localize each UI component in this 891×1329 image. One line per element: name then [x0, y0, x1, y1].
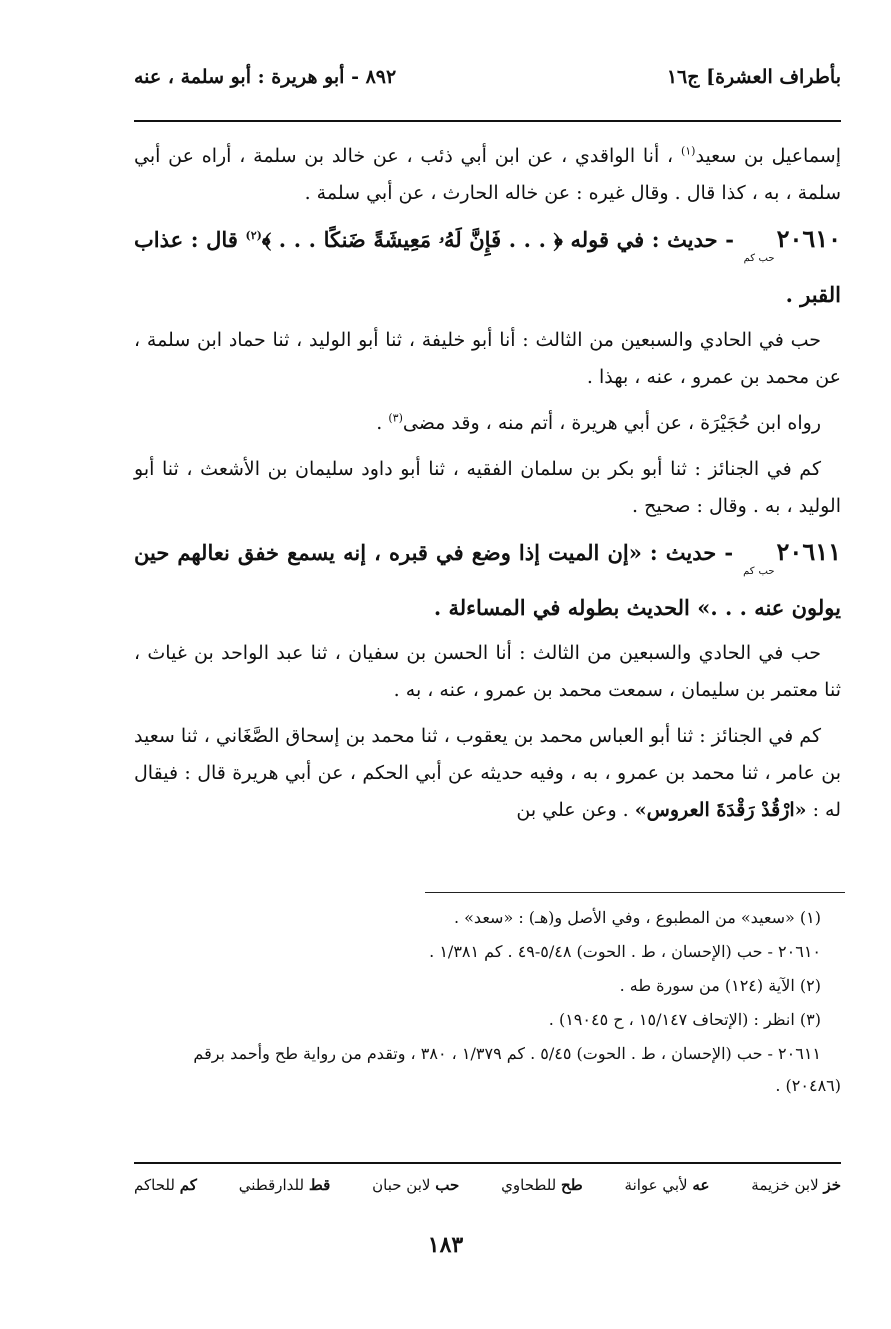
footnote-marker: (١)	[680, 144, 696, 158]
hadith-text: - حديث : في قوله ﴿ . . . فَإِنَّ لَهُۥ مَعِيشَةً ضَنكًا . . . ﴾	[261, 227, 734, 252]
legend-item	[372, 1176, 459, 1194]
hadith-entry	[134, 534, 841, 626]
abbreviation-legend	[134, 1176, 841, 1194]
paragraph-text: إسماعيل بن سعيد	[695, 145, 841, 167]
paragraph: حب في الحادي والسبعين من الثالث : أنا أبو خليفة ، ثنا أبو الوليد ، ثنا حماد ابن سلمة ، عن محمد بن عمرو ، عنه ، بهذا .	[134, 329, 841, 388]
main-text	[134, 138, 841, 838]
legend-item	[134, 1176, 197, 1194]
legend-abbr: حب	[435, 1176, 460, 1194]
legend-label: لأبي عوانة	[624, 1176, 688, 1194]
header-book-title: بأطراف العشرة] ج١٦	[666, 66, 841, 88]
legend-label: للطحاوي	[501, 1176, 557, 1194]
paragraph-text: ، أنا الواقدي ، عن ابن أبي ذئب ، عن خالد بن سلمة ، أراه عن أبي سلمة ، به ، كذا قال . وقال غيره : عن خاله الحارث ، عن أبي سلمة .	[134, 145, 841, 204]
hadith-sigla: حب كم	[743, 253, 775, 264]
hadith-text: - حديث : «إن الميت إذا وضع في قبره ، إنه يسمع خفق نعالهم حين يولون عنه . . .» الحديث بطوله في المساءلة .	[134, 540, 841, 620]
paragraph: حب في الحادي والسبعين من الثالث : أنا الحسن بن سفيان ، ثنا عبد الواحد بن غياث ، ثنا معتمر بن سليمان ، سمعت محمد بن عمرو ، عنه ، به .	[134, 642, 841, 701]
hadith-text: قال : عذاب القبر .	[134, 227, 841, 307]
legend-item	[751, 1176, 841, 1194]
legend-abbr: طح	[561, 1176, 583, 1194]
legend-label: للدارقطني	[238, 1176, 305, 1194]
paragraph	[134, 718, 841, 829]
footnote: (٣) انظر : (الإتحاف ١٥/١٤٧ ، ح ١٩٠٤٥) .	[548, 1010, 821, 1029]
legend-label: لابن خزيمة	[751, 1176, 819, 1194]
paragraph-text: رواه ابن حُجَيْرَة ، عن أبي هريرة ، أتم منه ، وقد مضى	[402, 412, 821, 434]
footnotes	[134, 902, 841, 1104]
quoted-text: «ارْقُدْ رَقْدَةَ العروس»	[634, 799, 807, 821]
hadith-entry	[134, 221, 841, 313]
footnote: ٢٠٦١١ - حب (الإحسان ، ط . الحوت) ٥/٤٥ . كم ١/٣٧٩ ، ٣٨٠ ، وتقدم من رواية طح وأحمد برقم (٢٠٤٨٦) .	[193, 1044, 841, 1095]
running-header	[134, 66, 841, 88]
legend-rule	[134, 1162, 841, 1164]
hadith-number: ٢٠٦١١	[776, 537, 841, 566]
paragraph: كم في الجنائز : ثنا أبو بكر بن سلمان الفقيه ، ثنا أبو داود سليمان بن الأشعث ، ثنا أبو الوليد ، به . وقال : صحيح .	[134, 458, 841, 517]
legend-abbr: قط	[308, 1176, 331, 1194]
legend-abbr: خز	[823, 1176, 841, 1194]
legend-item	[501, 1176, 582, 1194]
footnote-separator	[425, 892, 845, 893]
legend-label: للحاكم	[134, 1176, 175, 1194]
paragraph-text: .	[376, 412, 383, 434]
footnote: (١) «سعيد» من المطبوع ، وفي الأصل و(هـ) : «سعد» .	[453, 908, 821, 927]
paragraph-text: . وعن علي بن	[516, 799, 629, 821]
legend-abbr: كم	[179, 1176, 197, 1194]
hadith-sigla: حب كم	[743, 566, 775, 577]
page-number: ١٨٣	[427, 1232, 464, 1258]
paragraph-text: كم في الجنائز : ثنا أبو العباس محمد بن يعقوب ، ثنا محمد بن إسحاق الصَّغَاني ، ثنا سعيد بن عامر ، ثنا محمد بن عمرو ، به ، وفيه حديثه عن أبي الحكم ، عن أبي هريرة قال : فيقال له :	[134, 725, 841, 821]
legend-abbr: عه	[692, 1176, 710, 1194]
paragraph	[134, 405, 841, 442]
header-rule	[134, 120, 841, 122]
paragraph-continuation	[134, 138, 841, 212]
footnote: (٢) الآية (١٢٤) من سورة طه .	[619, 976, 821, 995]
legend-item	[625, 1176, 710, 1194]
header-section-title: ٨٩٢ - أبو هريرة : أبو سلمة ، عنه	[134, 66, 397, 88]
legend-item	[239, 1176, 331, 1194]
hadith-number: ٢٠٦١٠	[776, 224, 842, 253]
legend-label: لابن حبان	[372, 1176, 431, 1194]
footnote-marker: (٣)	[388, 411, 403, 425]
footnote: ٢٠٦١٠ - حب (الإحسان ، ط . الحوت) ٥/٤٨-٤٩ . كم ١/٣٨١ .	[429, 942, 821, 961]
footnote-marker: (٢)	[245, 229, 262, 242]
